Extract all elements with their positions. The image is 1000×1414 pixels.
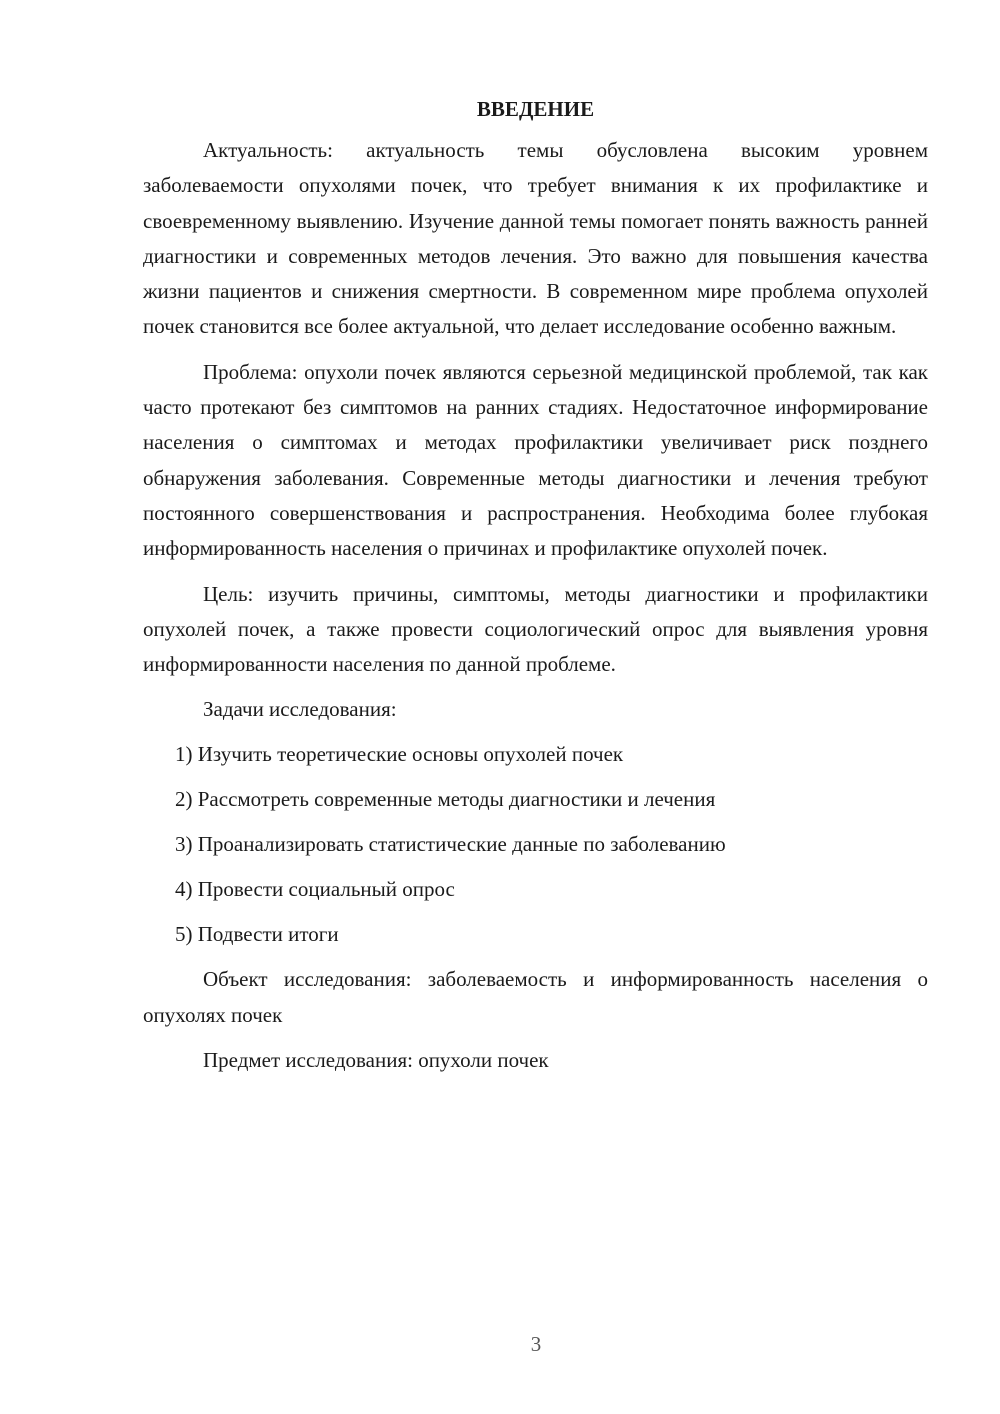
task-item: 1) Изучить теоретические основы опухолей почек [175, 742, 624, 767]
task-item: 5) Подвести итоги [175, 922, 339, 947]
object-paragraph: Объект исследования: заболеваемость и информированность населения о опухолях почек [143, 967, 928, 1027]
task-item: 4) Провести социальный опрос [175, 877, 455, 902]
problem-paragraph: Проблема: опухоли почек являются серьезной медицинской проблемой, так как часто протекают без симптомов на ранних стадиях. Недостаточное информирование населения о симптомах и методах профилактики увеличивает риск позднего обнаружения заболевания. Современные методы диагностики и лечения требуют постоянного совершенствования и распространения. Необходима более глубокая информированность населения о причинах и профилактике опухолей почек. [143, 359, 928, 561]
page-title: ВВЕДЕНИЕ [476, 97, 595, 121]
relevance-paragraph: Актуальность: актуальность темы обусловлена высоким уровнем заболеваемости опухолями почек, что требует внимания к их профилактике и своевременному выявлению. Изучение данной темы помогает понять важность ранней диагностики и современных методов лечения. Это важно для повышения качества жизни пациентов и снижения смертности. В современном мире проблема опухолей почек становится все более актуальной, что делает исследование особенно важным. [143, 138, 928, 339]
tasks-list [143, 737, 928, 952]
goal-paragraph: Цель: изучить причины, симптомы, методы диагностики и профилактики опухолей почек, а также провести социологический опрос для выявления уровня информированности населения по данной проблеме. [143, 581, 928, 677]
tasks-heading: Задачи исследования: [203, 697, 397, 722]
task-item: 2) Рассмотреть современные методы диагностики и лечения [175, 787, 716, 812]
subject-paragraph: Предмет исследования: опухоли почек [203, 1048, 549, 1073]
document-page [143, 92, 928, 1088]
task-item: 3) Проанализировать статистические данные по заболеванию [175, 832, 726, 857]
page-number: 3 [530, 1332, 542, 1356]
